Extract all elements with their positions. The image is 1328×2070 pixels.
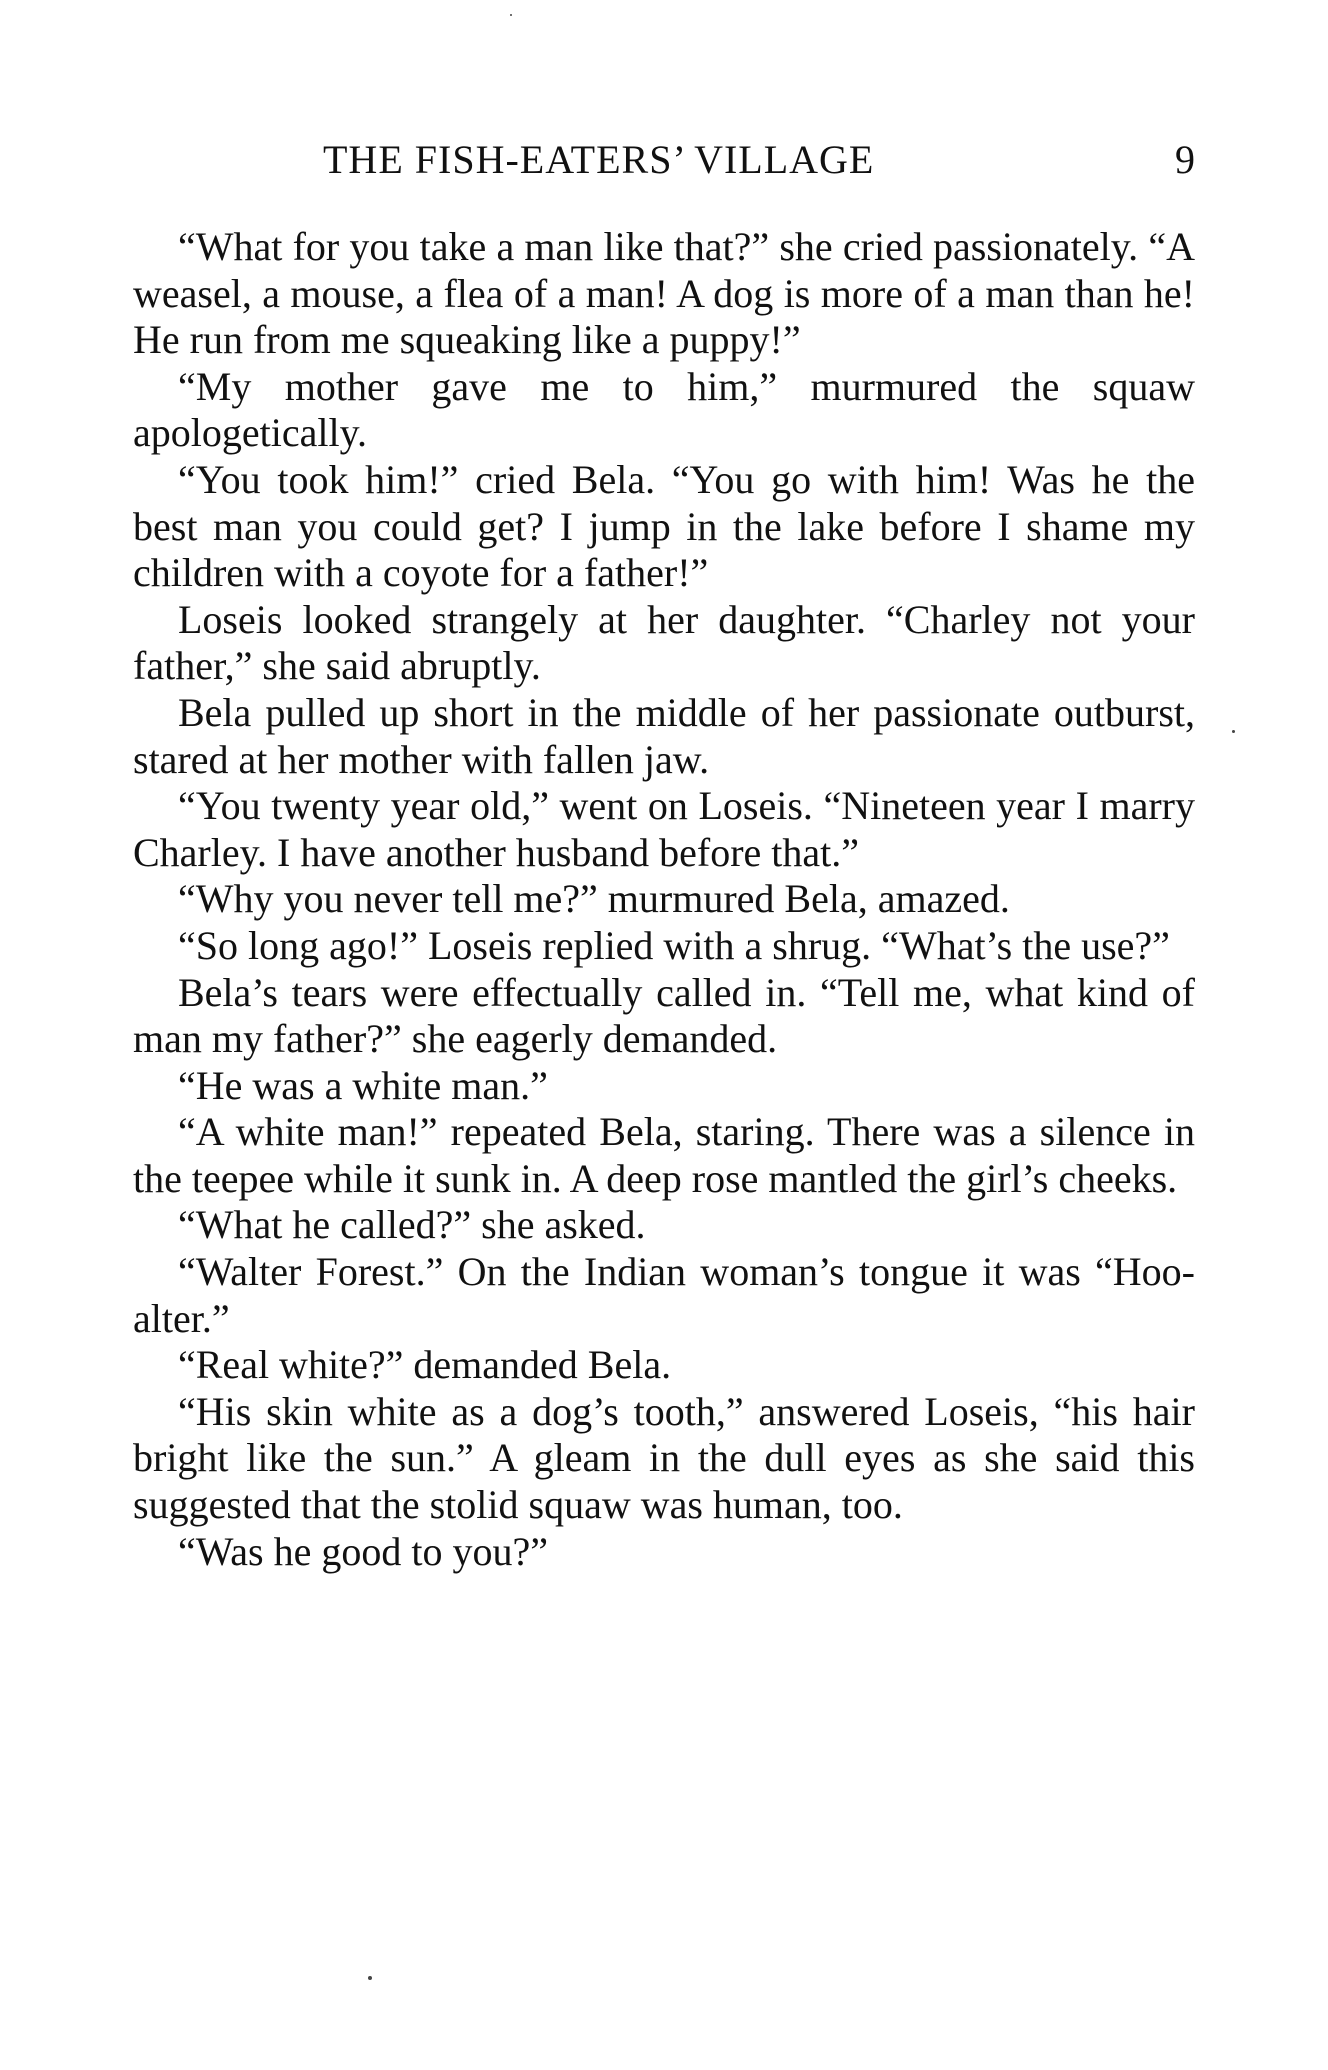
paragraph: “Real white?” demanded Bela. [178,1342,672,1388]
paragraph: “He was a white man.” [178,1062,548,1108]
print-speck [1232,730,1235,733]
paragraph: Bela pulled up short in the middle of her passionate outburst, stared at her mother with fallen jaw. [133,689,1195,782]
paragraph: “You took him!” cried Bela. “You go with him! Was he the best man you could get? I jump in the lake before I shame my children with a coyote for a father!” [133,456,1195,596]
print-speck [368,1976,372,1980]
paragraph: “Walter Forest.” On the Indian woman’s tongue it was “Hoo-alter.” [133,1249,1195,1341]
page-number: 9 [1175,137,1195,182]
body-text [133,224,1195,1575]
paragraph: “What he called?” she asked. [178,1202,646,1248]
paragraph: “What for you take a man like that?” she cried passionately. “A weasel, a mouse, a flea of a man! A dog is more of a man than he! He run from me squeaking like a puppy!” [133,224,1195,363]
paragraph: “Why you never tell me?” murmured Bela, amazed. [178,876,1010,922]
running-title: THE FISH-EATERS’ VILLAGE [323,137,875,182]
paragraph: “A white man!” repeated Bela, staring. There was a silence in the teepee while it sunk in. A deep rose mantled the girl’s cheeks. [133,1109,1195,1201]
paragraph: Bela’s tears were effectually called in. “Tell me, what kind of man my father?” she eagerly demanded. [133,969,1195,1062]
running-head [133,136,1195,192]
paragraph: “His skin white as a dog’s tooth,” answered Loseis, “his hair bright like the sun.” A gleam in the dull eyes as she said this suggested that the stolid squaw was human, too. [133,1388,1195,1528]
paragraph: Loseis looked strangely at her daughter. “Charley not your father,” she said abruptly. [133,596,1195,689]
print-speck [510,14,512,16]
paragraph: “You twenty year old,” went on Loseis. “Nineteen year I marry Charley. I have another husband before that.” [133,783,1195,875]
paragraph: “Was he good to you?” [178,1528,548,1574]
paragraph: “So long ago!” Loseis replied with a shrug. “What’s the use?” [178,922,1170,968]
paragraph: “My mother gave me to him,” murmured the squaw apologetically. [133,363,1195,456]
